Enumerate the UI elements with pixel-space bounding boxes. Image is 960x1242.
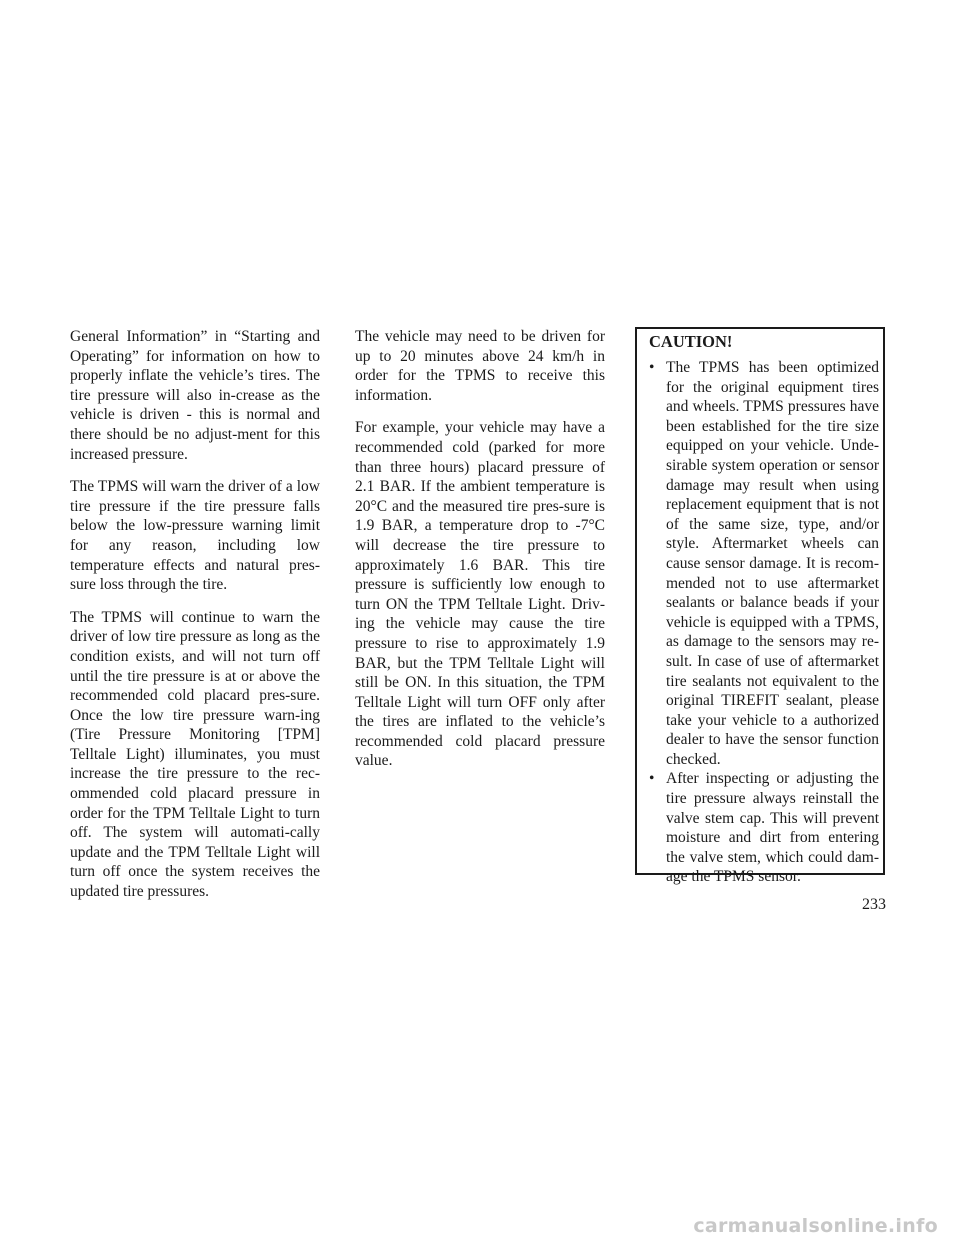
caution-item — [649, 769, 879, 887]
paragraph: General Information” in “Starting and Operating” for information on how to properly inflate the vehicle’s tires. The tire pressure will also in-crease as the vehicle is driven - this is normal and there should be no adjust-ment for this increased pressure. — [70, 328, 320, 463]
paragraph: The TPMS will continue to warn the driver of low tire pressure as long as the condition exists, and will not turn off until the tire pressure is at or above the recommended cold placard pres-sure. Once the low tire pressure warn-ing (Tire Pressure Monitoring [TPM] Telltale Light) illuminates, you must increase the tire pressure to the rec-ommended cold placard pressure in order for the TPM Telltale Light to turn off. The system will automati-cally update and the TPM Telltale Light will turn off once the system receives the updated tire pressures. — [70, 608, 320, 901]
text-column-left — [70, 327, 320, 915]
watermark: carmanualsonline.info — [693, 1215, 938, 1237]
caution-item-text: The TPMS has been optimized for the original equipment tires and wheels. TPMS pressures have been established for the tire size equipped on your vehicle. Unde-sirable system operation or sensor damage may result when using replacement equipment that is not of the same size, type, and/or style. Aftermarket wheels can cause sensor damage. It is recom-mended not to use aftermarket sealants or balance beads if your vehicle is equipped with a TPMS, as damage to the sensors may re-sult. In case of use of aftermarket tire sealants not equivalent to the original TIREFIT sealant, please take your vehicle to a authorized dealer to have the sensor function checked. — [666, 359, 879, 768]
caution-item-text: After inspecting or adjusting the tire pressure always reinstall the valve stem cap. This will prevent moisture and dirt from entering the valve stem, which could dam-age the TPMS sensor. — [666, 770, 879, 886]
caution-item — [649, 358, 879, 769]
paragraph: The vehicle may need to be driven for up to 20 minutes above 24 km/h in order for the TPMS to receive this information. — [355, 328, 605, 404]
caution-box — [635, 327, 885, 886]
paragraph: For example, your vehicle may have a recommended cold (parked for more than three hours) placard pressure of 2.1 BAR. If the ambient temperature is 20°C and the measured tire pres-sure is 1.9 BAR, a temperature drop to -7°C will decrease the tire pressure to approximately 1.6 BAR. This tire pressure is sufficiently low enough to turn ON the TPM Telltale Light. Driv-ing the vehicle may cause the tire pressure to rise to approximately 1.9 BAR, but the TPM Telltale Light will still be ON. In this situation, the TPM Telltale Light will turn OFF only after the tires are inflated to the vehicle’s recommended cold placard pressure value. — [355, 419, 605, 770]
caution-title: CAUTION! — [649, 332, 733, 351]
caution-list — [649, 358, 879, 887]
text-column-middle — [355, 327, 605, 784]
bullet-icon: • — [649, 359, 655, 376]
paragraph: The TPMS will warn the driver of a low tire pressure if the tire pressure falls below the low-pressure warning limit for any reason, including low temperature effects and natural pres-sure loss through the tire. — [70, 478, 320, 594]
page-number: 233 — [862, 896, 886, 913]
bullet-icon: • — [649, 770, 655, 788]
